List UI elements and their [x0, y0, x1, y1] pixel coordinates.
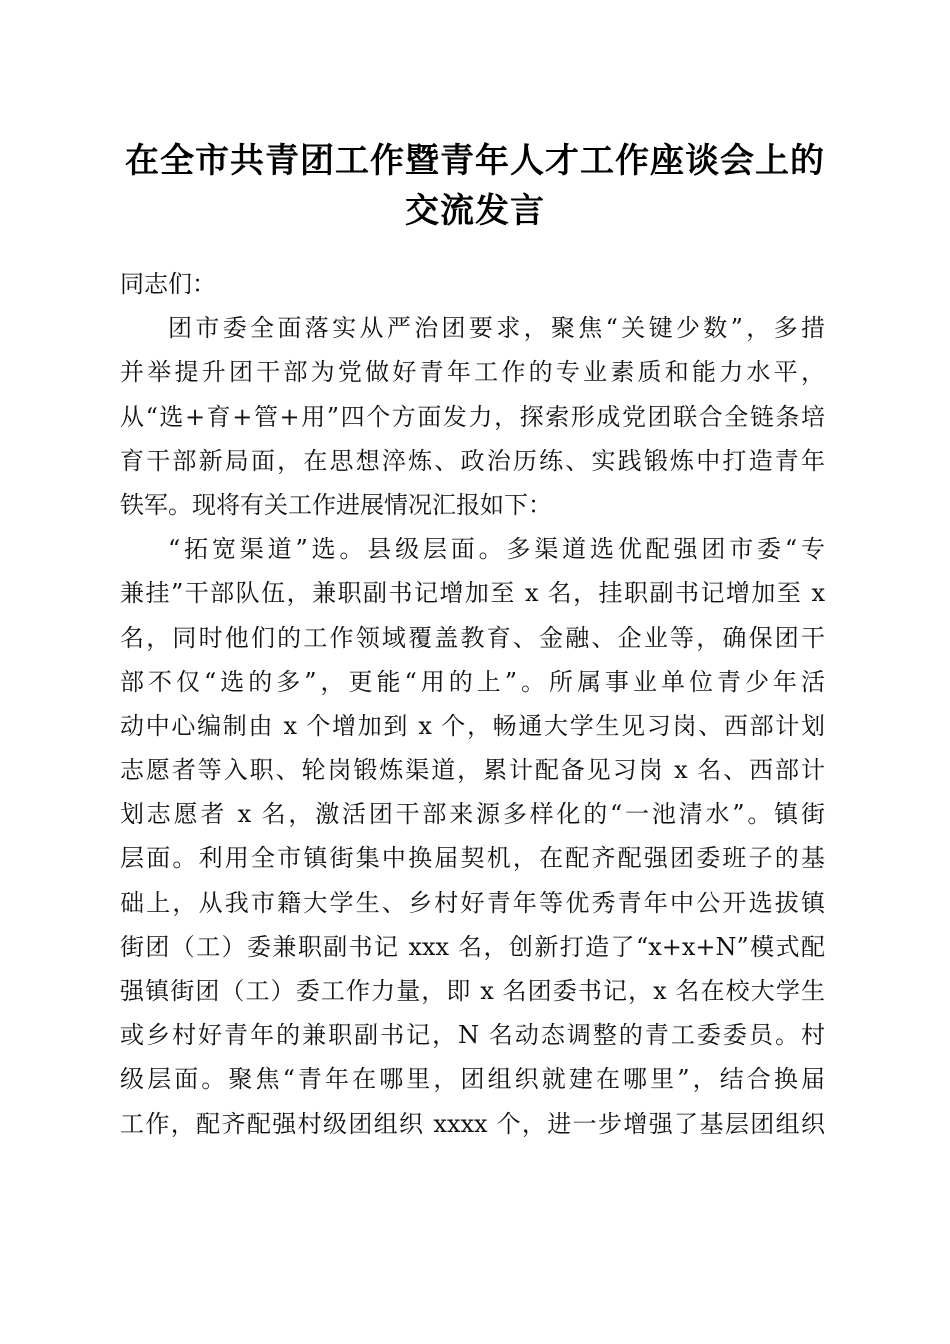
- text-line: 铁军。现将有关工作进展情况汇报如下：: [120, 490, 552, 519]
- text-line: 部不仅“选的多”，更能“用的上”。所属事业单位青少年活: [120, 667, 825, 696]
- text-line: 强镇街团（工）委工作力量，即 x 名团委书记，x 名在校大学生: [120, 977, 825, 1005]
- salutation: 同志们：: [120, 270, 216, 298]
- document-body: [120, 262, 825, 1146]
- text-line: 或乡村好青年的兼职副书记，N 名动态调整的青工委委员。村: [120, 1021, 825, 1050]
- text-line: 工作，配齐配强村级团组织 xxxx 个，进一步增强了基层团组织: [120, 1109, 825, 1138]
- text-line: 志愿者等入职、轮岗锻炼渠道，累计配备见习岗 x 名、西部计: [120, 756, 825, 785]
- document-title: [110, 136, 840, 236]
- title-line-2: 交流发言: [405, 191, 545, 231]
- text-line: 础上，从我市籍大学生、乡村好青年等优秀青年中公开选拔镇: [120, 888, 825, 917]
- text-line: 并举提升团干部为党做好青年工作的专业素质和能力水平，: [120, 358, 825, 387]
- text-line: 育干部新局面，在思想淬炼、政治历练、实践锻炼中打造青年: [120, 446, 825, 475]
- text-line: 兼挂”干部队伍，兼职副书记增加至 x 名，挂职副书记增加至 x: [120, 579, 825, 608]
- text-line: “拓宽渠道”选。县级层面。多渠道选优配强团市委“专: [168, 535, 825, 564]
- text-line: 街团（工）委兼职副书记 xxx 名，创新打造了“x+x+N”模式配: [120, 932, 825, 961]
- text-line: 层面。利用全市镇街集中换届契机，在配齐配强团委班子的基: [120, 844, 825, 873]
- text-line: 从“选+育+管+用”四个方面发力，探索形成党团联合全链条培: [120, 402, 825, 431]
- text-line: 动中心编制由 x 个增加到 x 个，畅通大学生见习岗、西部计划: [120, 711, 825, 740]
- text-line: 团市委全面落实从严治团要求，聚焦“关键少数”，多措: [168, 314, 825, 343]
- text-line: 级层面。聚焦“青年在哪里，团组织就建在哪里”，结合换届: [120, 1065, 825, 1094]
- text-line: 名，同时他们的工作领域覆盖教育、金融、企业等，确保团干: [120, 623, 825, 652]
- title-line-1: 在全市共青团工作暨青年人才工作座谈会上的: [125, 141, 825, 181]
- paragraph-selection: [120, 527, 825, 1146]
- text-line: 划志愿者 x 名，激活团干部来源多样化的“一池清水”。镇街: [120, 800, 825, 829]
- paragraph-intro: [120, 306, 825, 527]
